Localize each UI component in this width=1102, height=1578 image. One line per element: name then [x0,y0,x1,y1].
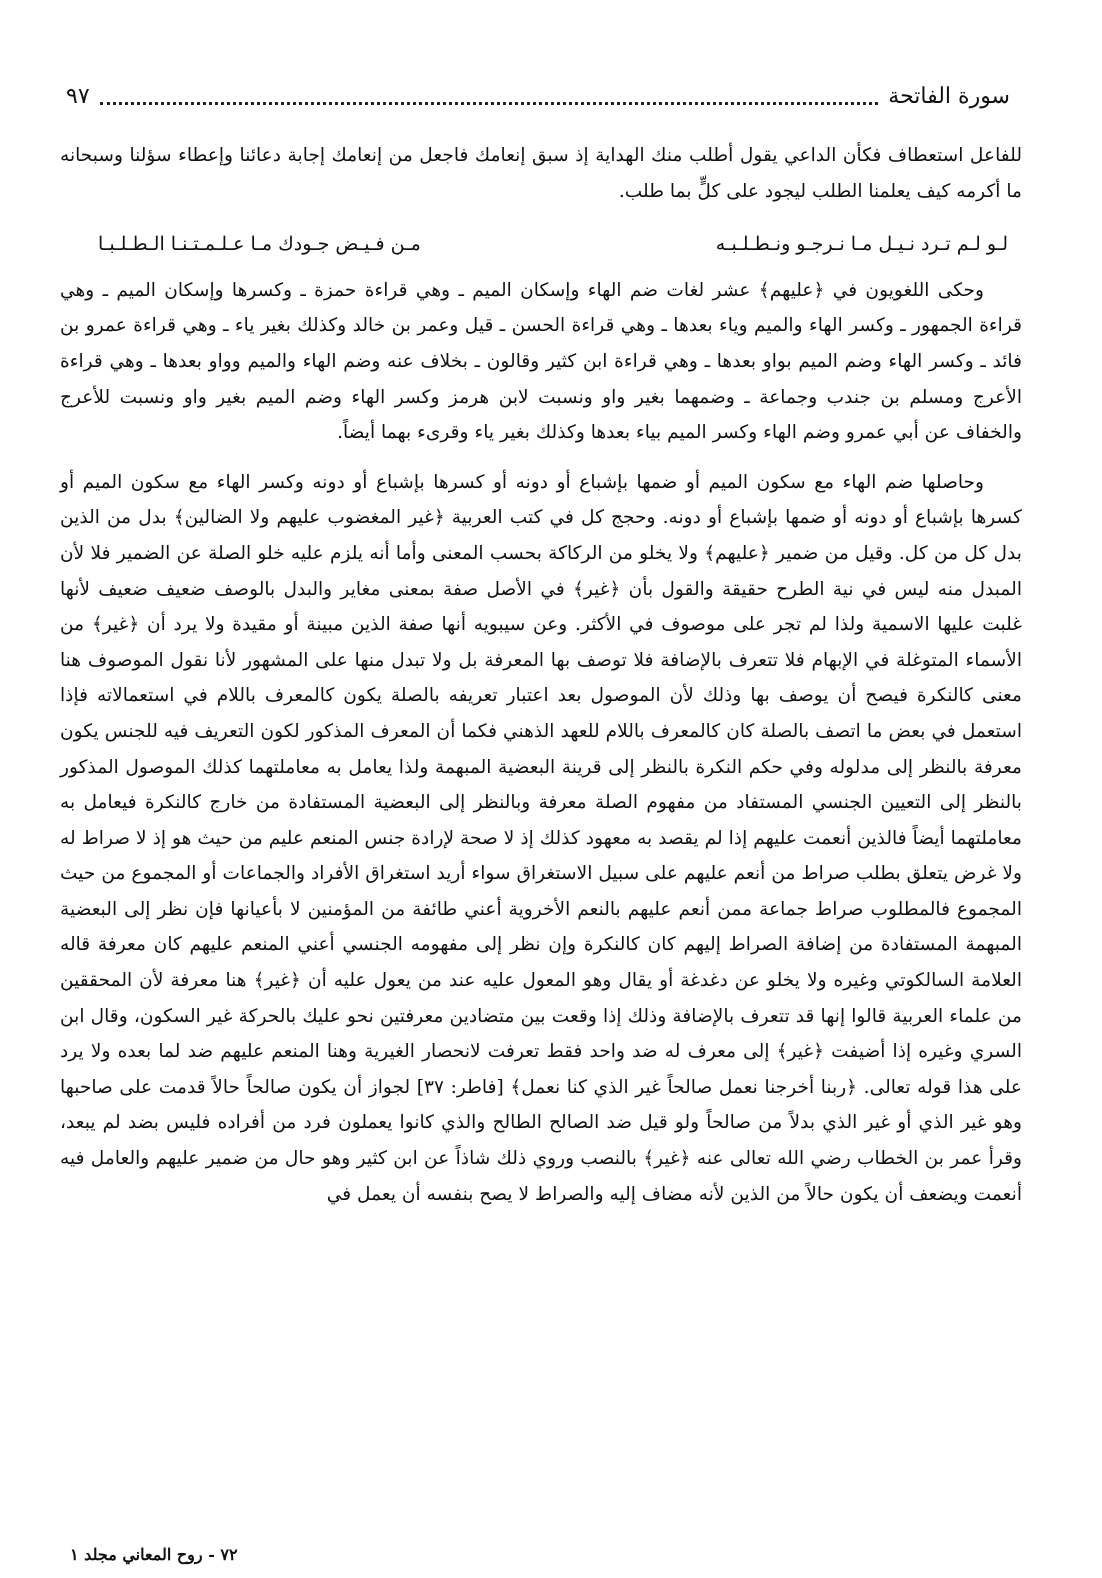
verse-hemistich-left: مـن فـيـض جـودك مـا عـلـمـتـنـا الـطـلـبـا [98,233,421,256]
footer-signature: ٧٢ - روح المعاني مجلد ١ [70,1545,238,1564]
paragraph-3: وحاصلها ضم الهاء مع سكون الميم أو ضمها بإشباع أو دونه أو كسرها بإشباع أو دونه وكسر الهاء مع سكون الميم أو كسرها بإشباع أو دونه أو ضمها بإشباع أو دونه. وحجج كل في كتب العربية ﴿غير المغضوب عليهم ولا الضالين﴾ بدل من الذين بدل كل من كل. وقيل من ضمير ﴿عليهم﴾ ولا يخلو من الركاكة بحسب المعنى وأما أنه يلزم عليه خلو الصلة عن الضمير فلا لأن المبدل منه ليس في نية الطرح حقيقة والقول بأن ﴿غير﴾ في الأصل صفة بمعنى مغاير والبدل بالوصف ضعيف ضعيف لأنها غلبت عليها الاسمية ولذا لم تجر على موصوف في الأكثر. وعن سيبويه أنها صفة الذين مبينة أو مقيدة ولا يرد أن ﴿غير﴾ من الأسماء المتوغلة في الإبهام فلا تتعرف بالإضافة فلا توصف بها المعرفة بل ولا تبدل منها على المشهور لأنا نقول الموصوف هنا معنى كالنكرة فيصح أن يوصف بها وذلك لأن الموصول بعد اعتبار تعريفه بالصلة يكون كالمعرف باللام في استعمالاته فإذا استعمل في بعض ما اتصف بالصلة كان كالمعرف باللام للعهد الذهني فكما أن المعرف المذكور لكون التعريف فيه للجنس يكون معرفة بالنظر إلى مدلوله وفي حكم النكرة بالنظر إلى قرينة البعضية المبهمة ولذا يعامل به معاملتهما كذلك الموصول المذكور بالنظر إلى التعيين الجنسي المستفاد من مفهوم الصلة معرفة وبالنظر إلى البعضية المستفادة من خارج كالنكرة فيعامل به معاملتهما أيضاً فالذين أنعمت عليهم إذا لم يقصد به معهود كذلك إذ لا صحة لإرادة جنس المنعم عليم من حيث هو إذ لا صراط له ولا غرض يتعلق بطلب صراط من أنعم عليهم على سبيل الاستغراق سواء أريد استغراق الأفراد والجماعات أو المجموع من حيث المجموع فالمطلوب صراط جماعة ممن أنعم عليهم بالنعم الأخروية أعني طائفة من المؤمنين لا بأعيانها فإن نظر إلى البعضية المبهمة المستفادة من إضافة الصراط إليهم كان كالنكرة وإن نظر إلى مفهومه الجنسي أعني المنعم عليهم كان معرفة قاله العلامة السالكوتي وغيره ولا يخلو عن دغدغة أو يقال وهو المعول عليه عند من يعول عليه أن ﴿غير﴾ هنا معرفة لأن المحققين من علماء العربية قالوا إنها قد تتعرف بالإضافة وذلك إذا وقعت بين متضادين معرفتين نحو عليك بالحركة غير السكون، وقال ابن السري وغيره إذا أضيفت ﴿غير﴾ إلى معرف له ضد واحد فقط تعرفت لانحصار الغيرية وهنا المنعم عليهم ضد لما بعده ولا يرد على هذا قوله تعالى. ﴿ربنا أخرجنا نعمل صالحاً غير الذي كنا نعمل﴾ [فاطر: ٣٧] لجواز أن يكون صالحاً حالاً قدمت على صاحبها وهو غير الذي أو غير الذي بدلاً من صالحاً ولو قيل ضد الصالح الطالح والذي كانوا يعملون فرد من أفراده فليس بضد لم يبعد، وقرأ عمر بن الخطاب رضي الله تعالى عنه ﴿غير﴾ بالنصب وروي ذلك شاذاً عن ابن كثير وهو حال من ضمير عليهم والعامل فيه أنعمت ويضعف أن يكون حالاً من الذين لأنه مضاف إليه والصراط لا يصح بنفسه أن يعمل في [60,471,1023,1205]
paragraph-2: وحكى اللغويون في ﴿عليهم﴾ عشر لغات ضم الهاء وإسكان الميم ـ وهي قراءة حمزة ـ وكسرها وإسكان الميم ـ وهي قراءة الجمهور ـ وكسر الهاء والميم وياء بعدها ـ وهي قراءة الحسن ـ قيل وعمر بن خالد وكذلك بغير ياء ـ وهي قراءة عمرو بن فائد ـ وكسر الهاء وضم الميم بواو بعدها ـ وهي قراءة ابن كثير وقالون ـ بخلاف عنه وضم الهاء والميم وواو بعدها ـ وهي قراءة الأعرج ومسلم بن جندب وجماعة ـ وضمهما بغير واو ونسبت لابن هرمز وكسر الهاء وضم الميم بغير واو ونسبت للأعرج والخفاف عن أبي عمرو وضم الهاء وكسر الميم بياء بعدها وكذلك بغير ياء وقرىء بهما أيضاً. [60,279,1022,444]
surah-title: سورة الفاتحة [888,83,1010,109]
verse-hemistich-right: لـو لـم تـرد نـيـل مـا نـرجـو ونـطـلـبـه [715,233,1008,256]
page-number: ٩٧ [66,83,90,109]
page-header [66,76,1010,116]
poetry-verse [60,227,1022,263]
dotted-leader [100,88,879,105]
page-body [60,138,1022,1212]
paragraph-gap [60,451,1022,465]
paragraph-1: للفاعل استعطاف فكأن الداعي يقول أطلب منك الهداية إذ سبق إنعامك فاجعل من إنعامك إجابة دعائنا وإعطاء سؤلنا وسبحانه ما أكرمه كيف يعلمنا الطلب ليجود على كلٍّ بما طلب. [60,145,1022,202]
